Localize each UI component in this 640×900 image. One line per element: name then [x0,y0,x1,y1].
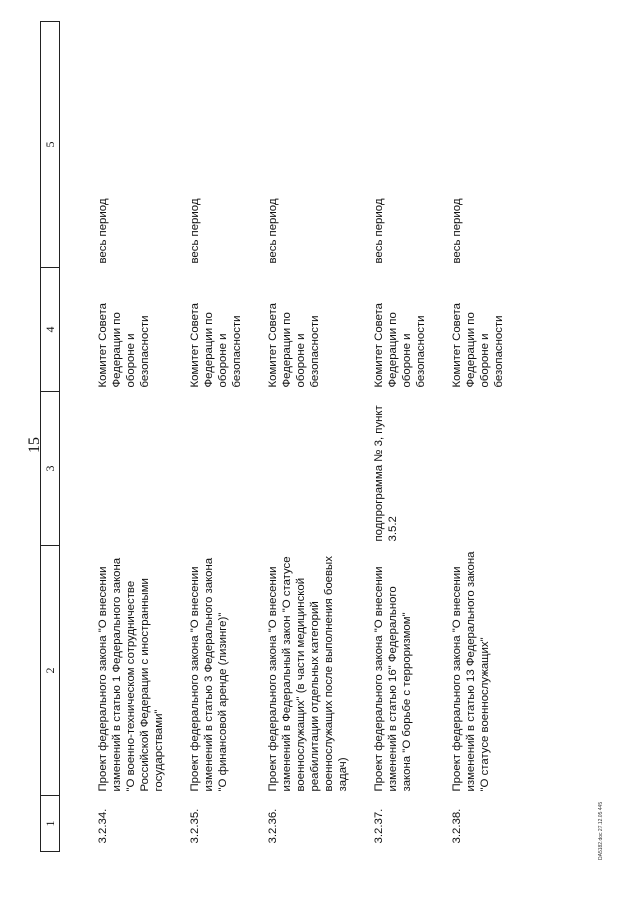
item-title: Проект федерального закона "О внесении изменений в статью 3 Федерального закона "О финансовой аренде (лизинге)" [189,557,230,792]
item-responsible: Комитет Совета Федерации по обороне и безопасности [189,303,244,388]
table-row [450,22,528,852]
item-period: весь период [267,198,280,264]
item-responsible: Комитет Совета Федерации по обороне и безопасности [373,303,428,388]
item-responsible: Комитет Совета Федерации по обороне и безопасности [267,303,322,388]
table-row [372,22,450,852]
item-period: весь период [189,198,202,264]
table-row [266,22,372,852]
column-header-row [41,22,60,852]
item-title: Проект федерального закона "О внесении изменений в статью 1 Федерального закона "О военно-техническом сотрудничестве Российской Федерации с иностранными государствами" [97,557,166,792]
item-program [60,392,189,546]
item-responsible: Комитет Совета Федерации по обороне и безопасности [97,303,152,388]
document-footer-code: DA5182.doc 27.12.05 445 [598,801,604,860]
table-row [188,22,266,852]
column-header-3: 3 [41,392,60,546]
item-period: весь период [373,198,386,264]
item-period: весь период [451,198,464,264]
item-number: 3.2.35. [189,808,202,844]
item-program [266,392,372,546]
item-number: 3.2.34. [97,808,109,844]
item-number: 3.2.38. [451,808,464,844]
item-responsible: Комитет Совета Федерации по обороне и безопасности [451,303,506,388]
item-program: подпрограмма № 3, пункт 3.5.2 [373,405,400,542]
item-number: 3.2.36. [267,808,280,844]
item-number: 3.2.37. [373,808,386,844]
plan-table [40,21,528,852]
item-title: Проект федерального закона "О внесении изменений в Федеральный закон "О статусе военнослужащих" (в части медицинской реабилитации отдельных категорий военнослужащих после выполнения боевых задач) [267,556,350,792]
item-program [188,392,266,546]
item-title: Проект федерального закона "О внесении изменений в статью 13 Федерального закона "О статусе военнослужащих" [451,551,492,792]
item-title: Проект федерального закона "О внесении изменений в статью 16" Федерального закона "О борьбе с терроризмом" [373,566,414,792]
page-number: 15 [26,437,43,453]
column-header-5: 5 [41,22,60,268]
column-header-2: 2 [41,546,60,796]
item-period: весь период [97,198,109,264]
column-header-4: 4 [41,268,60,392]
plan-table-frame [40,22,600,852]
item-program [450,392,528,546]
table-row [60,22,189,852]
column-header-1: 1 [41,796,60,852]
